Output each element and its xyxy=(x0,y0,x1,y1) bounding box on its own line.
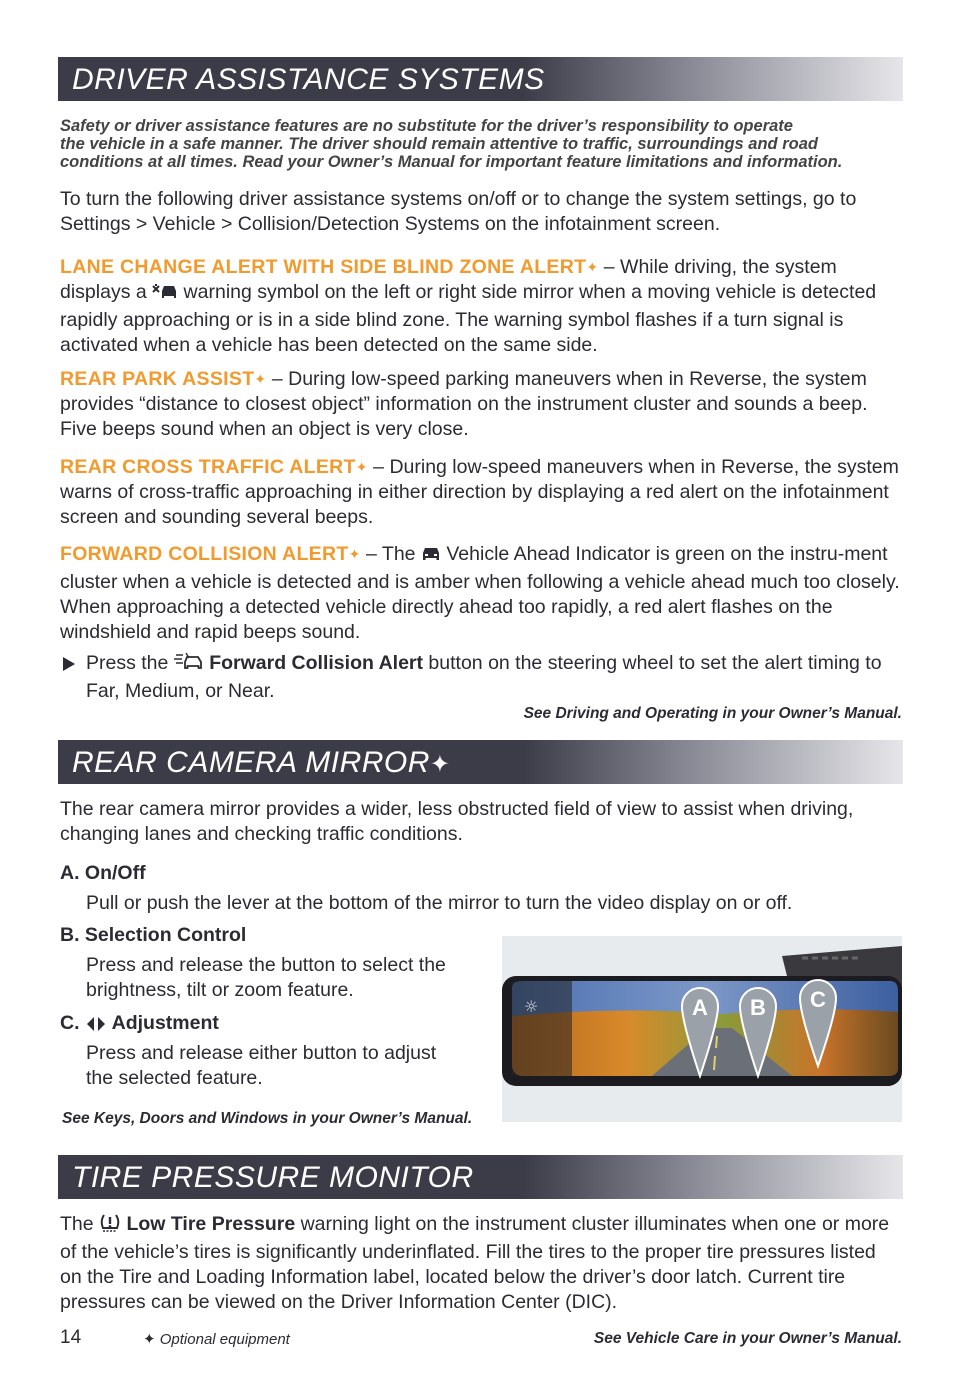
paragraph-text: – During low-speed maneuvers when in Reverse, the system warns of cross-traffic approaching in either direction by displaying a red alert on the infotainment screen and sounding several beeps. xyxy=(60,456,899,528)
rear-cross-heading: REAR CROSS TRAFFIC ALERT xyxy=(60,456,356,478)
rear-camera-mirror-image xyxy=(502,936,902,1122)
section-header-rear-camera xyxy=(58,740,903,784)
vehicle-care-reference: See Vehicle Care in your Owner’s Manual. xyxy=(593,1330,902,1347)
paragraph-text: warning light on the instrument cluster illuminates when one or more of the vehicle’s tires is significantly underinflated. Fill the tires to the proper tire pressures listed on the Tire and Loading Information label, located below the driver’s door latch. Current tire pressures can be viewed on the Driver Information Center (DIC). xyxy=(60,1213,890,1313)
section-title-text: REAR CAMERA MIRROR xyxy=(72,746,430,779)
forward-collision-paragraph xyxy=(60,542,902,645)
item-c-title: Adjustment xyxy=(111,1012,219,1034)
paragraph-text: warning symbol on the left or right side mirror when a moving vehicle is detected rapidly approaching or is in a side blind zone. The warning symbol flashes if a turn signal is activated when a vehicle has been detected on the same side. xyxy=(60,281,877,356)
item-a-text: Pull or push the lever at the bottom of the mirror to turn the video display on or off. xyxy=(86,892,793,914)
forward-collision-bullet xyxy=(86,651,902,704)
item-a-label: A. On/Off xyxy=(60,862,146,884)
item-b-label: B. Selection Control xyxy=(60,924,247,946)
paragraph-text: – While driving, the system displays a xyxy=(60,256,837,303)
bullet-text: button on the steering wheel to set the alert timing to Far, Medium, or Near. xyxy=(86,652,882,702)
paragraph-text: – During low-speed parking maneuvers when in Reverse, the system provides “distance to closest object” information on the instrument cluster and sounds a beep. Five beeps sound when an object is very close. xyxy=(60,368,868,440)
item-c-text: Press and release either button to adjust the selected feature. xyxy=(86,1042,437,1089)
svg-text:☼: ☼ xyxy=(524,997,539,1016)
settings-intro: To turn the following driver assistance systems on/off or to change the system settings, go to Settings > Vehicle > Collision/Detection Systems on the infotainment screen. xyxy=(60,188,857,235)
section-title: DRIVER ASSISTANCE SYSTEMS xyxy=(72,63,545,96)
item-b-text: Press and release the button to select the brightness, tilt or zoom feature. xyxy=(86,954,446,1001)
forward-collision-heading: FORWARD COLLISION ALERT xyxy=(60,543,349,565)
lane-change-heading: LANE CHANGE ALERT WITH SIDE BLIND ZONE ALERT xyxy=(60,256,587,278)
rear-camera-intro: The rear camera mirror provides a wider, less obstructed field of view to assist when driving, changing lanes and checking traffic conditions. xyxy=(60,798,854,845)
optional-star-icon: ✦ xyxy=(355,459,368,475)
tire-pressure-paragraph xyxy=(60,1212,902,1315)
optional-equipment-note xyxy=(143,1330,290,1348)
paragraph-text: Vehicle Ahead Indicator is green on the instru-ment cluster when a vehicle is detected and is amber when following a vehicle ahead much too closely. When approaching a detected vehicle directly ahead too rapidly, a red alert flashes on the windshield and rapid beeps sound. xyxy=(60,543,900,643)
item-c-prefix: C. xyxy=(60,1012,80,1034)
pin-c-label: C xyxy=(810,987,826,1012)
lane-change-paragraph xyxy=(60,255,902,358)
disclaimer-line: Safety or driver assistance features are no substitute for the driver’s responsibility to operate xyxy=(60,117,793,135)
optional-star-icon: ✦ xyxy=(429,751,451,778)
optional-star-icon: ✦ xyxy=(586,259,599,275)
item-c-label xyxy=(60,1012,219,1038)
paragraph-text: – The xyxy=(360,543,421,565)
driving-reference: See Driving and Operating in your Owner’s Manual. xyxy=(523,705,902,722)
optional-star-icon: ✦ xyxy=(143,1331,156,1348)
section-title xyxy=(72,746,451,780)
low-tire-pressure-icon xyxy=(99,1213,121,1240)
forward-collision-button-icon xyxy=(174,652,204,679)
keys-reference: See Keys, Doors and Windows in your Owner’s Manual. xyxy=(62,1110,473,1127)
bullet-arrow-icon xyxy=(62,656,76,677)
section-header-driver-assistance xyxy=(58,57,903,101)
paragraph-text: The xyxy=(60,1213,100,1235)
forward-collision-button-label: Forward Collision Alert xyxy=(209,652,424,674)
pin-b-label: B xyxy=(750,995,766,1020)
left-right-arrows-icon xyxy=(85,1015,107,1038)
optional-note-text: Optional equipment xyxy=(159,1331,290,1348)
rear-park-heading: REAR PARK ASSIST xyxy=(60,368,255,390)
disclaimer-line: conditions at all times. Read your Owner’s Manual for important feature limitations and information. xyxy=(60,153,843,171)
optional-star-icon: ✦ xyxy=(348,546,361,562)
bullet-text: Press the xyxy=(86,652,174,674)
vehicle-ahead-icon xyxy=(421,545,441,570)
page-number: 14 xyxy=(60,1327,82,1348)
rear-cross-paragraph xyxy=(60,455,902,530)
disclaimer-line: the vehicle in a safe manner. The driver should remain attentive to traffic, surroundings and road xyxy=(60,135,818,153)
section-header-tire-pressure xyxy=(58,1155,903,1199)
rear-park-paragraph xyxy=(60,367,902,442)
safety-disclaimer xyxy=(60,117,902,171)
low-tire-pressure-label: Low Tire Pressure xyxy=(126,1213,296,1235)
pin-a-label: A xyxy=(692,995,708,1020)
blind-zone-icon xyxy=(152,283,178,308)
optional-star-icon: ✦ xyxy=(254,371,267,387)
section-title: TIRE PRESSURE MONITOR xyxy=(72,1161,474,1194)
